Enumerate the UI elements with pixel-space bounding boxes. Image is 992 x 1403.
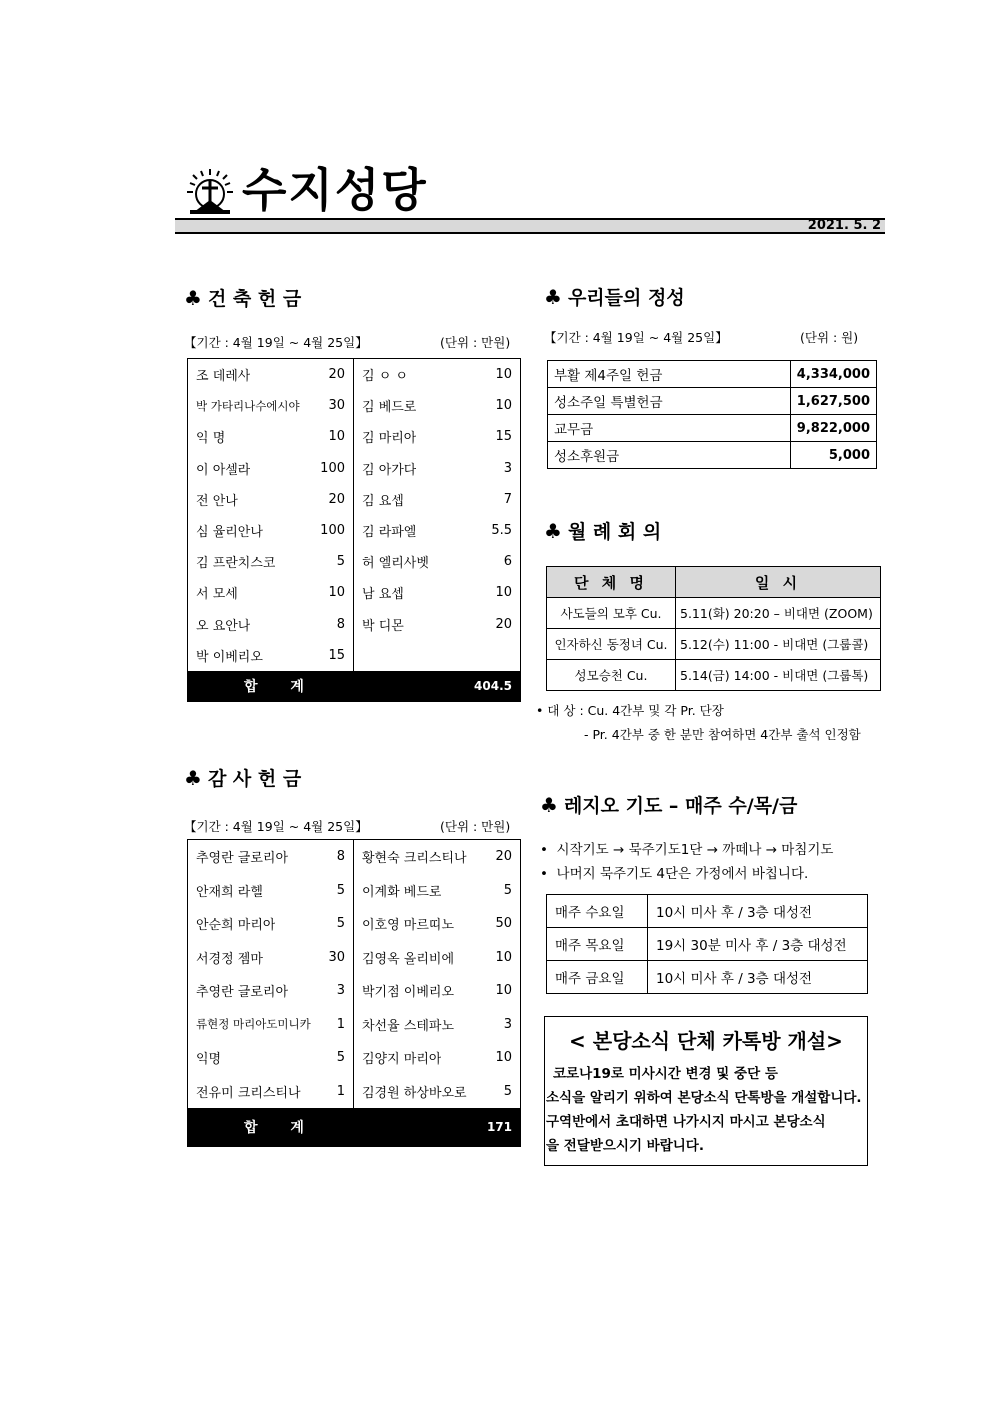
- donor-amount: 20: [495, 616, 512, 632]
- donor-row: [354, 840, 520, 874]
- donor-row: [188, 1075, 353, 1109]
- donor-row: [354, 1041, 520, 1075]
- donor-name: 이호영 마르띠노: [362, 918, 455, 934]
- schedule-detail: 19시 30분 미사 후 / 3층 대성전: [648, 928, 868, 961]
- notice-line: 구역반에서 초대하면 나가시지 마시고 본당소식: [546, 1114, 826, 1130]
- legio-bullet-1: • 시작기도 → 묵주기도1단 → 까떼나 → 마침기도: [540, 842, 834, 858]
- donor-row: [354, 390, 520, 421]
- donor-amount: 8: [336, 849, 345, 865]
- building-fund-right-column: [354, 359, 520, 671]
- donor-name: 박 이베리오: [196, 649, 263, 665]
- notice-line: 소식을 알리기 위하여 본당소식 단톡방을 개설합니다.: [546, 1090, 862, 1106]
- donor-name: 조 데레사: [196, 369, 251, 385]
- donor-name: 전유미 크리스티나: [196, 1085, 301, 1101]
- donor-row: [188, 640, 353, 671]
- club-icon: ♣: [544, 519, 562, 543]
- donor-name: 이 아셀라: [196, 462, 251, 478]
- church-cross-logo-icon: [184, 166, 236, 218]
- donor-amount: 7: [503, 491, 512, 507]
- donor-row: [354, 577, 520, 608]
- offering-label: 성소주일 특별헌금: [548, 388, 791, 415]
- offering-label: 부활 제4주일 헌금: [548, 361, 791, 388]
- donor-row: [354, 484, 520, 515]
- donor-name: 안재희 라헬: [196, 884, 263, 900]
- meeting-row: [547, 629, 881, 660]
- donor-name: 차선율 스테파노: [362, 1018, 455, 1034]
- donor-amount: 10: [328, 585, 345, 601]
- meeting-header-time: 일 시: [676, 567, 881, 598]
- donor-amount: 1: [336, 1016, 345, 1032]
- thanks-fund-left-column: [188, 840, 354, 1108]
- donor-name: 이계화 베드로: [362, 884, 442, 900]
- donor-amount: 100: [320, 523, 345, 539]
- donor-name: 오 요안나: [196, 618, 251, 634]
- meeting-group: 사도들의 모후 Cu.: [547, 598, 676, 629]
- offering-row: [548, 361, 877, 388]
- schedule-day: 매주 목요일: [547, 928, 648, 961]
- notice-line: 코로나19로 미사시간 변경 및 중단 등: [553, 1066, 778, 1082]
- donor-name: 익 명: [196, 431, 226, 447]
- donor-name: 익명: [196, 1052, 222, 1068]
- donor-row: [354, 421, 520, 452]
- offering-row: [548, 442, 877, 469]
- club-icon: ♣: [184, 766, 202, 790]
- donor-name: 추영란 글로리아: [196, 851, 289, 867]
- donor-amount: 20: [495, 849, 512, 865]
- donor-name: 류현정 마리아도미니카: [196, 1017, 311, 1032]
- schedule-row: [547, 895, 868, 928]
- donor-row: [354, 941, 520, 975]
- building-fund-period: 【기간 : 4월 19일 ~ 4월 25일】: [184, 335, 368, 350]
- donor-amount: 20: [328, 491, 345, 507]
- donor-name: 서경정 젬마: [196, 951, 263, 967]
- legio-bullet-2: • 나머지 묵주기도 4단은 가정에서 바칩니다.: [540, 866, 809, 882]
- legio-schedule-table: [546, 894, 868, 994]
- offering-row: [548, 388, 877, 415]
- donor-amount: 10: [495, 983, 512, 999]
- meeting-time: 5.12(수) 11:00 - 비대면 (그룹콜): [676, 629, 881, 660]
- offerings-unit: (단위 : 원): [800, 330, 859, 345]
- donor-row: [188, 1008, 353, 1042]
- donor-row: [354, 546, 520, 577]
- donor-name: 안순희 마리아: [196, 918, 276, 934]
- offering-value: 1,627,500: [790, 388, 876, 415]
- total-value: 404.5: [474, 679, 512, 693]
- thanks-fund-right-column: [354, 840, 520, 1108]
- donor-row: [354, 359, 520, 390]
- donor-name: 김양지 마리아: [362, 1052, 442, 1068]
- donor-row: [354, 453, 520, 484]
- donor-name: 박 디몬: [362, 618, 404, 634]
- building-fund-left-column: [188, 359, 354, 671]
- donor-amount: 30: [328, 398, 345, 414]
- donor-row: [354, 1075, 520, 1109]
- donor-amount: 15: [328, 647, 345, 663]
- schedule-row: [547, 961, 868, 994]
- notice-title: < 본당소식 단체 카톡방 개설>: [569, 1029, 843, 1053]
- offerings-table: [547, 360, 877, 469]
- donor-row: [188, 453, 353, 484]
- donor-row: [354, 1008, 520, 1042]
- donor-row: [188, 874, 353, 908]
- offering-label: 교무금: [548, 415, 791, 442]
- total-label: 합 계: [244, 679, 318, 695]
- donor-row: [188, 974, 353, 1008]
- thanks-fund-period: 【기간 : 4월 19일 ~ 4월 25일】: [184, 819, 368, 834]
- offering-value: 4,334,000: [790, 361, 876, 388]
- donor-name: 김 마리아: [362, 431, 417, 447]
- meeting-row: [547, 598, 881, 629]
- church-name: 수지성당: [242, 163, 428, 217]
- donor-amount: 3: [336, 983, 345, 999]
- donor-name: 김 아가다: [362, 462, 417, 478]
- offering-value: 9,822,000: [790, 415, 876, 442]
- donor-row: [354, 874, 520, 908]
- meeting-row: [547, 660, 881, 691]
- schedule-detail: 10시 미사 후 / 3층 대성전: [648, 961, 868, 994]
- church-header: [184, 160, 454, 220]
- meeting-note-target: • 대 상 : Cu. 4간부 및 각 Pr. 단장: [536, 703, 724, 718]
- donor-row: [188, 577, 353, 608]
- donor-name: 김 요셉: [362, 493, 404, 509]
- monthly-meeting-title: ♣ 월 례 회 의: [544, 519, 662, 543]
- donor-amount: 10: [495, 367, 512, 383]
- donor-row: [188, 907, 353, 941]
- donor-row: [188, 840, 353, 874]
- thanks-fund-table: [187, 839, 521, 1147]
- meeting-group: 인자하신 동정녀 Cu.: [547, 629, 676, 660]
- donor-amount: 5: [336, 882, 345, 898]
- donor-amount: 30: [328, 949, 345, 965]
- donor-row: [188, 941, 353, 975]
- donor-amount: 5: [503, 882, 512, 898]
- donor-amount: 5: [336, 916, 345, 932]
- donor-name: 김 프란치스코: [196, 556, 276, 572]
- donor-row: [354, 609, 520, 640]
- thanks-fund-total-row: [188, 1108, 520, 1146]
- building-fund-table: [187, 358, 521, 702]
- donor-name: 김 라파엘: [362, 525, 417, 541]
- header-date-bar: [175, 218, 885, 234]
- club-icon: ♣: [184, 286, 202, 310]
- donor-row: [354, 974, 520, 1008]
- donor-row: [188, 515, 353, 546]
- donor-name: 허 엘리사벳: [362, 556, 429, 572]
- donor-name: 서 모세: [196, 587, 238, 603]
- offerings-period: 【기간 : 4월 19일 ~ 4월 25일】: [544, 330, 728, 345]
- donor-row: [188, 359, 353, 390]
- donor-amount: 10: [495, 949, 512, 965]
- donor-amount: 5: [503, 1083, 512, 1099]
- donor-row: [188, 390, 353, 421]
- donor-amount: 6: [503, 554, 512, 570]
- donor-name: 추영란 글로리아: [196, 985, 289, 1001]
- donor-row: [188, 484, 353, 515]
- meeting-group: 성모승천 Cu.: [547, 660, 676, 691]
- donor-row: [354, 907, 520, 941]
- donor-amount: 3: [503, 460, 512, 476]
- donor-amount: 5: [336, 1050, 345, 1066]
- schedule-day: 매주 금요일: [547, 961, 648, 994]
- donor-amount: 3: [503, 1016, 512, 1032]
- meeting-time: 5.14(금) 14:00 - 비대면 (그룹톡): [676, 660, 881, 691]
- club-icon: ♣: [544, 285, 562, 309]
- donor-row: [188, 609, 353, 640]
- donor-row: [188, 421, 353, 452]
- thanks-fund-unit: (단위 : 만원): [440, 819, 511, 834]
- schedule-row: [547, 928, 868, 961]
- donor-name: 전 안나: [196, 493, 238, 509]
- offerings-title: ♣ 우리들의 정성: [544, 285, 685, 309]
- club-icon: ♣: [540, 793, 558, 817]
- offering-row: [548, 415, 877, 442]
- total-label: 합 계: [244, 1120, 318, 1136]
- donor-name: 김영옥 올리비에: [362, 951, 455, 967]
- monthly-meeting-table: [546, 566, 881, 691]
- building-fund-unit: (단위 : 만원): [440, 335, 511, 350]
- donor-amount: 1: [336, 1083, 345, 1099]
- offering-label: 성소후원금: [548, 442, 791, 469]
- donor-amount: 8: [336, 616, 345, 632]
- donor-amount: 15: [495, 429, 512, 445]
- donor-amount: 5.5: [491, 523, 512, 539]
- schedule-detail: 10시 미사 후 / 3층 대성전: [648, 895, 868, 928]
- donor-amount: 10: [495, 398, 512, 414]
- offering-value: 5,000: [790, 442, 876, 469]
- donor-name: 김 베드로: [362, 400, 417, 416]
- building-fund-title: ♣ 건 축 헌 금: [184, 286, 302, 310]
- donor-name: 김경원 하상바오로: [362, 1085, 467, 1101]
- donor-name: 박기점 이베리오: [362, 985, 455, 1001]
- legio-prayer-title: ♣ 레지오 기도 – 매주 수/목/금: [540, 793, 798, 817]
- notice-box: [544, 1016, 868, 1166]
- donor-amount: 20: [328, 367, 345, 383]
- donor-row: [354, 515, 520, 546]
- meeting-time: 5.11(화) 20:20 – 비대면 (ZOOM): [676, 598, 881, 629]
- schedule-day: 매주 수요일: [547, 895, 648, 928]
- donor-amount: 5: [336, 554, 345, 570]
- bulletin-date: 2021. 5. 2: [807, 218, 881, 233]
- donor-amount: 10: [328, 429, 345, 445]
- donor-amount: 10: [495, 1050, 512, 1066]
- meeting-header-group: 단 체 명: [547, 567, 676, 598]
- meeting-note-detail: - Pr. 4간부 중 한 분만 참여하면 4간부 출석 인정함: [584, 727, 861, 742]
- donor-amount: 10: [495, 585, 512, 601]
- donor-amount: 100: [320, 460, 345, 476]
- notice-line: 을 전달받으시기 바랍니다.: [546, 1138, 704, 1154]
- donor-name: 심 율리안나: [196, 525, 263, 541]
- total-value: 171: [486, 1120, 512, 1134]
- donor-name: 황현숙 크리스티나: [362, 851, 467, 867]
- donor-amount: 50: [495, 916, 512, 932]
- donor-row: [188, 546, 353, 577]
- donor-row: [188, 1041, 353, 1075]
- building-fund-total-row: [188, 671, 520, 701]
- donor-name: 남 요셉: [362, 587, 404, 603]
- thanks-fund-title: ♣ 감 사 헌 금: [184, 766, 302, 790]
- donor-name: 박 가타리나수에시야: [196, 398, 300, 413]
- donor-name: 김 ㅇ ㅇ: [362, 369, 408, 385]
